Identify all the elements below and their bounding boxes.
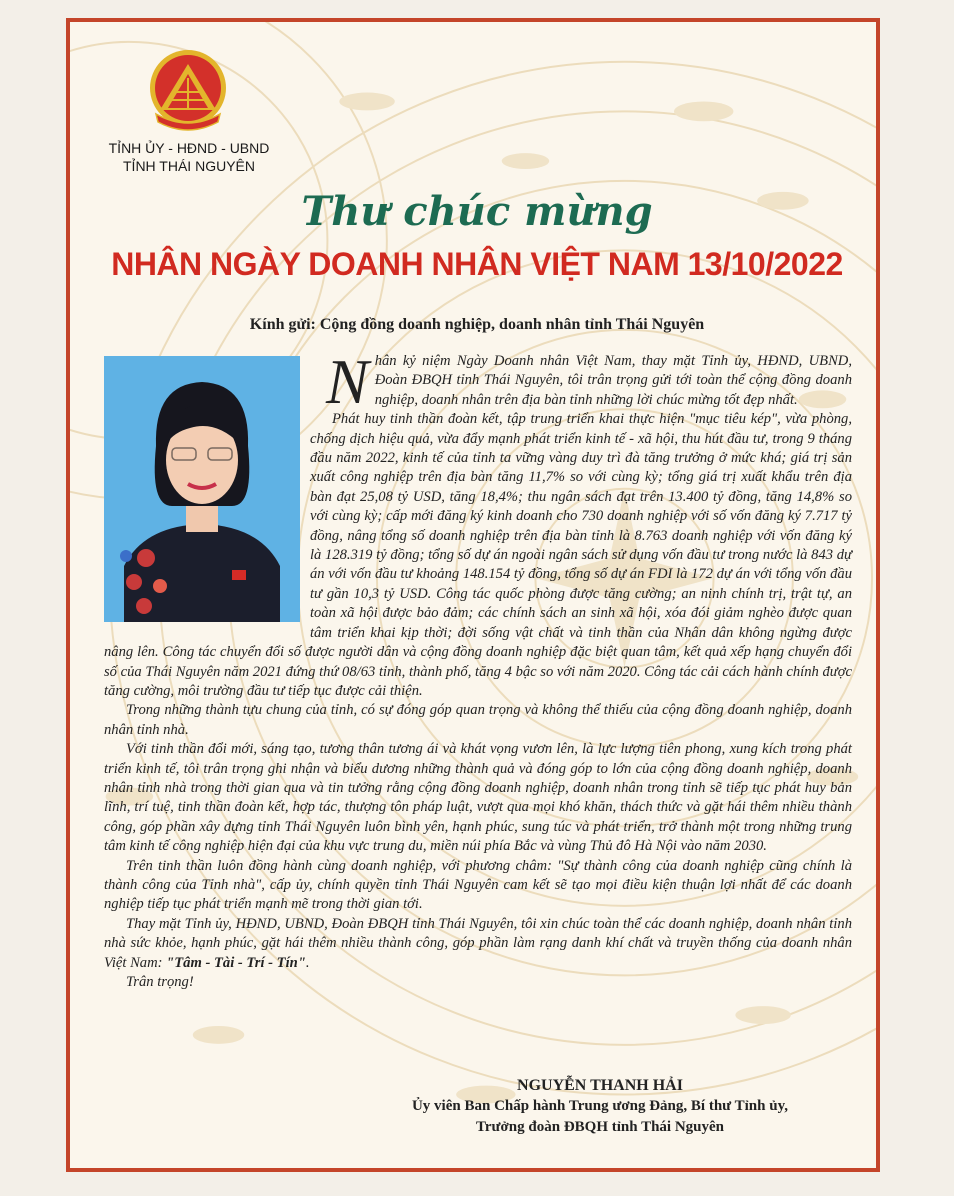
signature-block: [360, 1075, 840, 1138]
closing: Trân trọng!: [126, 974, 194, 990]
paragraph-6: [104, 915, 852, 973]
signer-title-1: Ủy viên Ban Chấp hành Trung ương Đảng, Bí thư Tỉnh ủy,: [411, 1098, 789, 1114]
motto: "Tâm - Tài - Trí - Tín": [166, 954, 306, 971]
org-line-2: TỈNH THÁI NGUYÊN: [123, 158, 255, 174]
paragraph-6-end: .: [305, 954, 310, 971]
letter-greeting: Kính gửi: Cộng đồng doanh nghiệp, doanh nhân tỉnh Thái Nguyên: [249, 316, 705, 333]
paragraph-1-text: hân kỷ niệm Ngày Doanh nhân Việt Nam, thay mặt Tỉnh ủy, HĐND, UBND, Đoàn ĐBQH tỉnh Thái Nguyên, tôi trân trọng gửi tới toàn thể cộng đồng doanh nghiệp, doanh nhân trên địa bàn tỉnh những lời chúc mừng tốt đẹp nhất.: [374, 353, 852, 408]
paragraph-4: Với tinh thần đổi mới, sáng tạo, tương thân tương ái và khát vọng vươn lên, là lực lượng tiên phong, xung kích trong phát triển kinh tế, tôi trân trọng ghi nhận và biểu dương những thành quả và đóng góp to lớn của cộng đồng doanh nghiệp, doanh nhân tỉnh nhà trong thời gian qua và tin tưởng rằng cộng đồng doanh nghiệp, doanh nhân trong tỉnh sẽ tiếp tục phát huy bản lĩnh, trí tuệ, tinh thần đoàn kết, hợp tác, thượng tôn pháp luật, vượt qua mọi khó khăn, thách thức và gặt hái thêm nhiều thành công, góp phần xây dựng tỉnh Thái Nguyên luôn bình yên, hạnh phúc, sung túc và phát triển, trở thành một trong những trung tâm kinh tế công nghiệp hiện đại của khu vực trung du, miền núi phía Bắc và vùng Thủ đô Hà Nội vào năm 2030.: [104, 741, 852, 855]
letter-body: [104, 346, 853, 992]
photo-space: [104, 352, 310, 642]
issuing-organization: [104, 139, 274, 175]
letter-subtitle: NHÂN NGÀY DOANH NHÂN VIỆT NAM 13/10/2022: [111, 246, 843, 282]
letter-title: Thư chúc mừng: [301, 188, 653, 235]
paragraph-3: Trong những thành tựu chung của tỉnh, có sự đóng góp quan trọng và không thể thiếu của cộng đồng doanh nghiệp, doanh nhân tỉnh nhà.: [104, 702, 852, 738]
org-line-1: TỈNH ỦY - HĐND - UBND: [108, 140, 270, 156]
paragraph-5: Trên tinh thần luôn đồng hành cùng doanh nghiệp, với phương châm: "Sự thành công của doanh nghiệp cũng chính là thành công của Tỉnh nhà", cấp ủy, chính quyền tỉnh Thái Nguyên cam kết sẽ tạo mọi điều kiện thuận lợi nhất để các doanh nghiệp tiếp tục phát triển mạnh mẽ trong thời gian tới.: [104, 857, 852, 913]
signer-name: NGUYỄN THANH HẢI: [517, 1077, 683, 1094]
thai-nguyen-emblem-icon: [148, 48, 228, 134]
paragraph-6-text: Thay mặt Tỉnh ủy, HĐND, UBND, Đoàn ĐBQH tỉnh Thái Nguyên, tôi xin chúc toàn thể các doanh nghiệp, doanh nhân tỉnh nhà sức khỏe, hạnh phúc, gặt hái thêm nhiều thành công, góp phần làm rạng danh khí chất và truyền thống của doanh nhân Việt Nam:: [104, 915, 852, 971]
paragraph-2: Phát huy tinh thần đoàn kết, tập trung triển khai thực hiện "mục tiêu kép", vừa phòng, chống dịch hiệu quả, vừa đẩy mạnh phát triển kinh tế - xã hội, thu hút đầu tư, trong 9 tháng đầu năm 2022, kinh tế của tỉnh ta vững vàng duy trì đà tăng trưởng ở mức khá; giá trị sản xuất công nghiệp trên địa bàn tăng 11,7% so với cùng kỳ; tổng giá trị xuất khẩu trên địa bàn đạt 25,08 tỷ USD, tăng 18,4%; thu ngân sách đạt trên 13.400 tỷ đồng, tăng 14,8% so với cùng kỳ; cấp mới đăng ký kinh doanh cho 730 doanh nghiệp với số vốn đăng ký 7.717 tỷ đồng, nâng tổng số doanh nghiệp trên địa bàn tỉnh là 8.763 doanh nghiệp với vốn đăng ký là 128.319 tỷ đồng; tổng số dự án ngoài ngân sách sử dụng vốn đầu tư trong nước là 843 dự án với vốn đầu tư khoảng 148.154 tỷ đồng, tổng số dự án FDI là 172 dự án với tổng vốn đầu tư gần 10,3 tỷ USD. Công tác quốc phòng được tăng cường; an ninh chính trị, trật tự, an toàn xã hội được bảo đảm; các chính sách an sinh xã hội, xóa đói giảm nghèo được quan tâm triển khai kịp thời; đời sống vật chất và tinh thần của Nhân dân không ngừng được nâng lên. Công tác chuyển đổi số được người dân và cộng đồng doanh nghiệp đặc biệt quan tâm, kết quả xếp hạng chuyển đổi số của Thái Nguyên năm 2021 đứng thứ 08/63 tỉnh, thành phố, tăng 4 bậc so với năm 2020. Công tác cải cách hành chính được tăng cường, môi trường đầu tư tiếp tục được cải thiện.: [104, 411, 853, 699]
drop-cap: N: [326, 346, 369, 417]
signer-title-2: Trưởng đoàn ĐBQH tỉnh Thái Nguyên: [475, 1119, 725, 1135]
